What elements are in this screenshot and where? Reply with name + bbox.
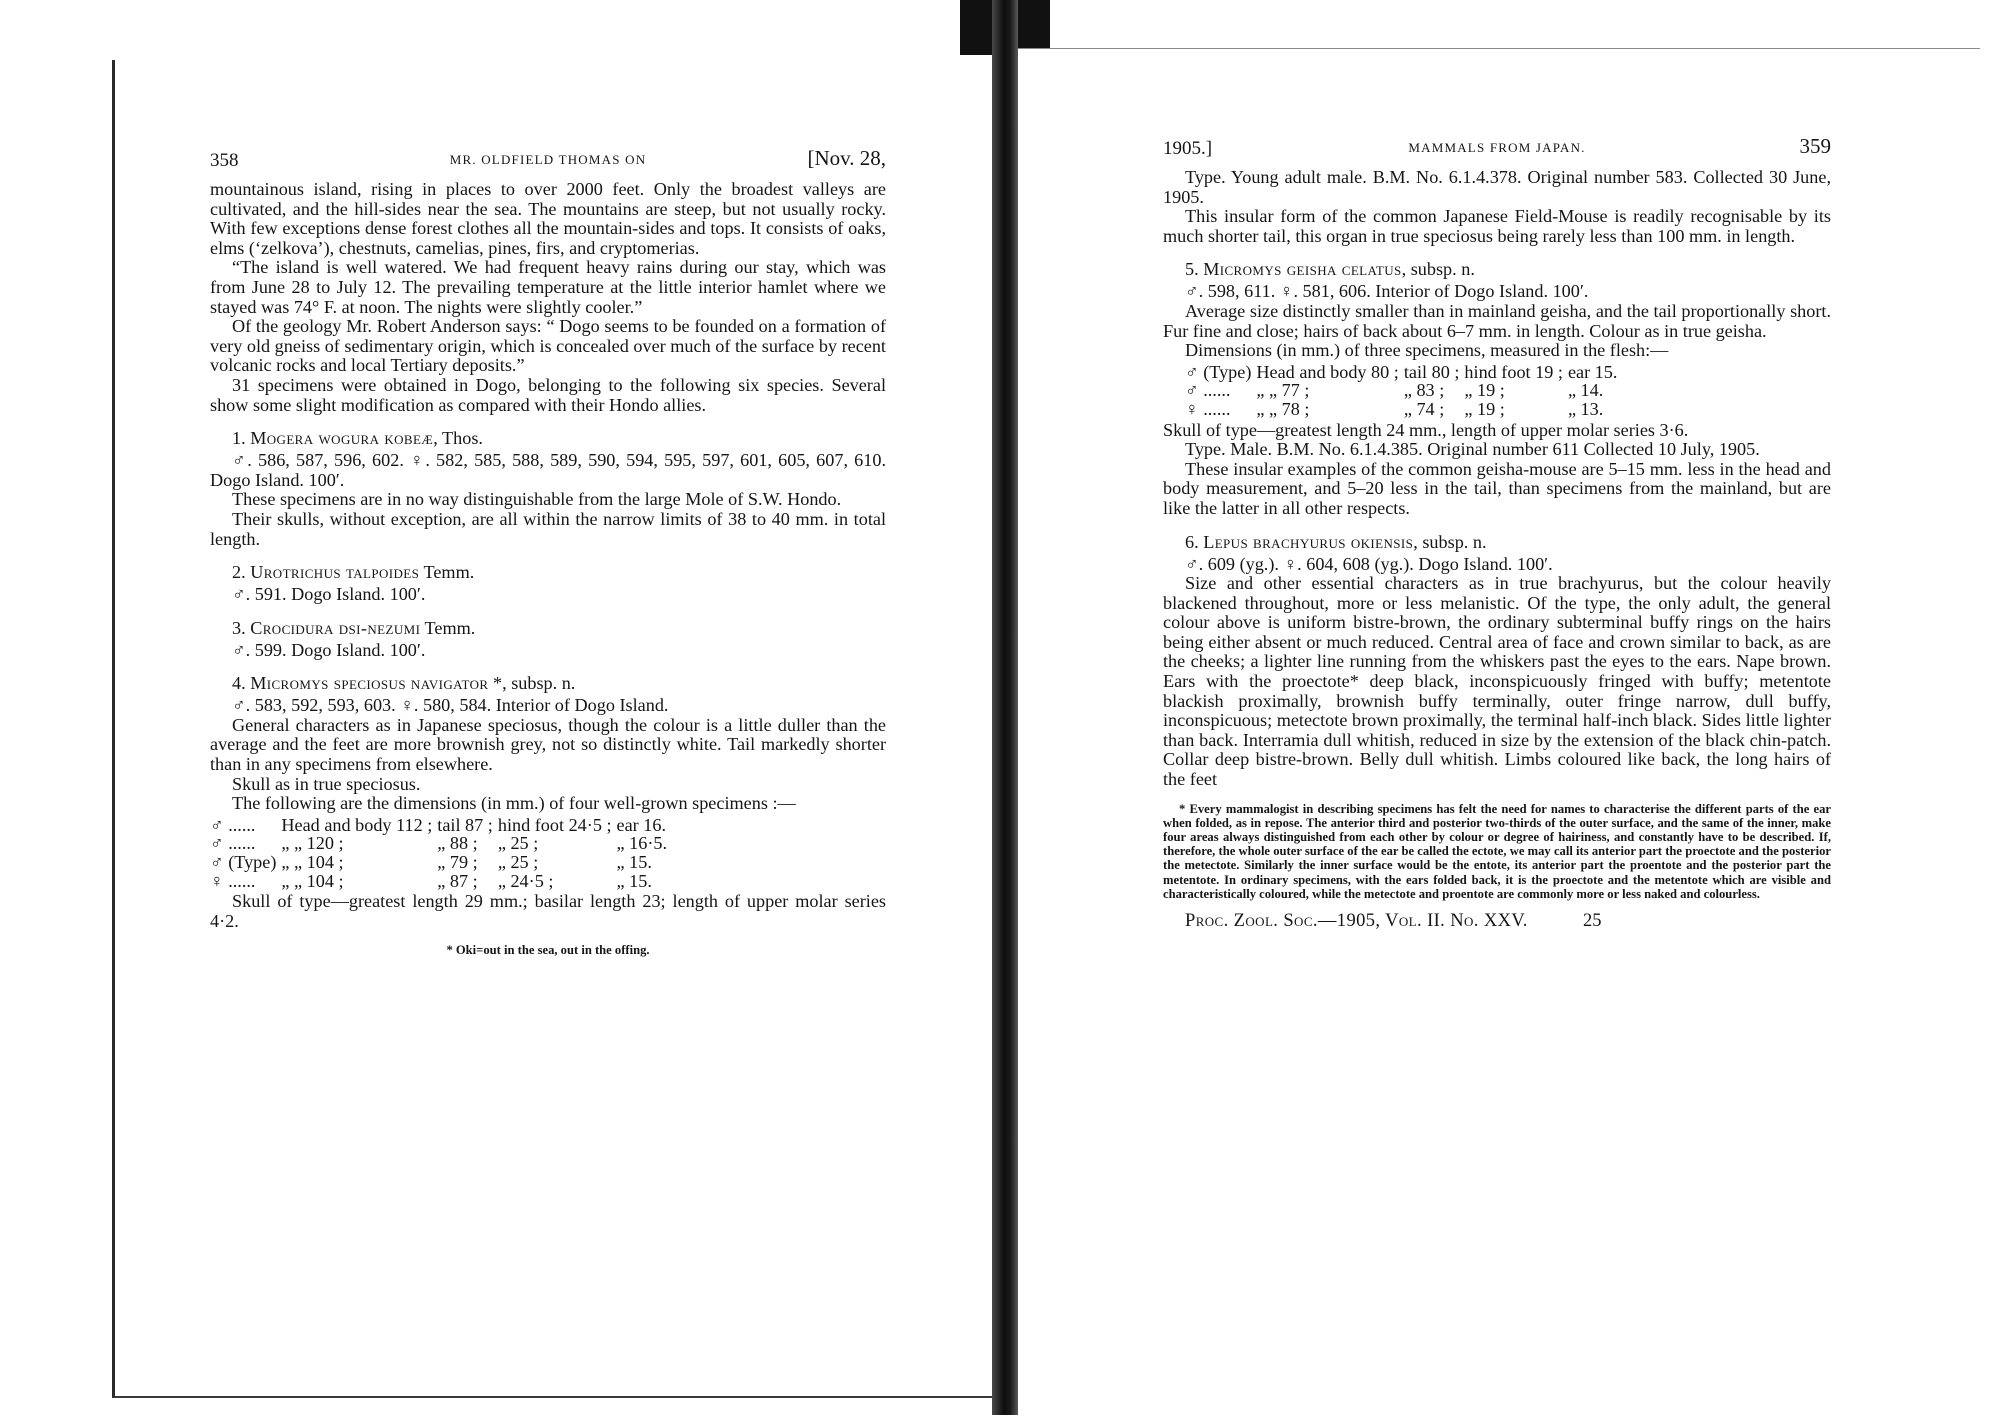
table-cell: „ 83 ;: [1403, 380, 1445, 401]
paragraph: Average size distinctly smaller than in mainland geisha, and the tail proportionally short. Fur fine and close; hairs of back about 6–7 mm. in length. Colour as in true geisha.: [1163, 300, 1831, 341]
signature-line: [1163, 911, 1831, 935]
specimen-list: ♂. 609 (yg.). ♀. 604, 608 (yg.). Dogo Island. 100′.: [1185, 553, 1553, 574]
table-cell: „ 74 ;: [1403, 398, 1445, 419]
species-author: , Thos.: [433, 428, 483, 449]
table-cell: Head and body 112 ;: [281, 814, 433, 835]
species-author: Temm.: [420, 617, 476, 638]
species-heading: [232, 618, 886, 638]
specimen-list: ♂. 591. Dogo Island. 100′.: [232, 584, 426, 605]
right-page-text: [1163, 134, 1831, 935]
running-title: MAMMALS FROM JAPAN.: [1408, 140, 1586, 155]
table-cell: „ 24·5 ;: [497, 870, 554, 891]
species-number: 4.: [232, 673, 246, 694]
species-heading: [232, 428, 886, 448]
paragraph: General characters as in Japanese speciosus, though the colour is a little duller than the average and the feet are more brownish grey, not so distinctly white. Tail markedly shorter than in any specimens from elsewhere.: [210, 714, 886, 775]
paragraph: Skull of type—greatest length 24 mm., length of upper molar series 3·6.: [1163, 419, 1689, 440]
table-cell: „ „ 77 ;: [1256, 380, 1310, 401]
paragraph: Dimensions (in mm.) of three specimens, measured in the flesh:—: [1185, 340, 1669, 361]
paragraph: Type. Male. B.M. No. 6.1.4.385. Original number 611 Collected 10 July, 1905.: [1185, 439, 1760, 460]
species-author: *, subsp. n.: [488, 673, 576, 694]
table-cell: „ 15.: [616, 852, 652, 873]
species-number: 2.: [232, 562, 246, 583]
species-number: 1.: [232, 428, 246, 449]
table-cell: „ 13.: [1567, 398, 1604, 419]
signature-number: 25: [1583, 911, 1602, 932]
left-page-text: [210, 146, 886, 958]
footnote: * Every mammalogist in describing specimens has felt the need for names to characterise the different parts of the ear when folded, as in repose. The anterior third and posterior two-thirds of the outer surface, and the same of the inner, make four areas always distinguished from each other by colour or degree of hairiness, and constantly have to be described. If, therefore, the whole outer surface of the ear be called the ectote, we may call its anterior part the proectote and the posterior the metectote. Similarly the inner surface would be the entote, its anterior part the proentote and the posterior part the metentote. In ordinary specimens, with the ears folded back, it is the proectote and the metentote which are visible and characteristically coloured, while the metectote and proentote are commonly more or less naked and colourless.: [1163, 801, 1831, 901]
paragraph: mountainous island, rising in places to over 2000 feet. Only the broadest valleys are cultivated, and the hill-sides near the sea. The mountains are steep, but not usually rocky. With few exceptions dense forest clothes all the mountain-sides and tops. It consists of oaks, elms (‘zelkova’), chestnuts, camelias, pines, firs, and cryptomerias.: [210, 179, 886, 258]
specimen-list: ♂. 583, 592, 593, 603. ♀. 580, 584. Interior of Dogo Island.: [232, 695, 669, 716]
dimensions-table: [210, 816, 672, 890]
table-cell: „ 25 ;: [497, 852, 539, 873]
paragraph: These specimens are in no way distinguishable from the large Mole of S.W. Hondo.: [232, 489, 842, 510]
table-cell: „ 14.: [1567, 380, 1604, 401]
book-gutter: [992, 0, 1018, 1415]
table-row: [210, 872, 672, 891]
table-cell: „ 87 ;: [437, 870, 478, 891]
species-name: Micromys speciosus navigator: [250, 673, 489, 694]
paragraph: This insular form of the common Japanese Field-Mouse is readily recognisable by its much shorter tail, this organ in true speciosus being rarely less than 100 mm. in length.: [1163, 206, 1831, 246]
table-cell: ♂ ......: [210, 833, 256, 854]
table-cell: „ „ 104 ;: [281, 870, 344, 891]
running-date: 1905.]: [1163, 138, 1213, 159]
species-heading: [1185, 532, 1831, 552]
species-heading: [232, 562, 886, 582]
species-name: Urotrichus talpoides: [250, 562, 420, 583]
table-row: [210, 853, 672, 872]
species-heading: [232, 673, 886, 693]
table-cell: ♂ (Type): [210, 852, 277, 873]
right-running-head: [1163, 134, 1831, 164]
table-row: [210, 834, 672, 853]
table-cell: „ 25 ;: [497, 833, 539, 854]
table-row: [1185, 400, 1622, 419]
paragraph: Size and other essential characters as in true brachyurus, but the colour heavily blackened throughout, more or less melanistic. Of the type, the only adult, the general colour above is uniform bistre-brown, the ordinary subterminal buffy rings on the hairs being either absent or much reduced. Central area of face and crown similar to back, as are the cheeks; a lighter line running from the whiskers past the eyes to the ears. Nape brown. Ears with the proectote* deep black, inconspicuously fringed with buffy; metentote blackish proximally, brownish buffy terminally, outer fringe narrow, dull buffy, inconspicuous; metectote brown proximally, the terminal half-inch black. Sides little lighter than back. Interramia dull whitish, reduced in size by the extension of the black chin-patch. Collar deep bistre-brown. Belly dull whitish. Limbs coloured like back, the long hairs of the feet: [1163, 573, 1831, 790]
paragraph: 31 specimens were obtained in Dogo, belonging to the following six species. Several show some slight modification as compared with their Hondo allies.: [210, 374, 886, 415]
dimensions-table: [1185, 363, 1622, 419]
table-row: [1185, 363, 1622, 382]
paragraph: Of the geology Mr. Robert Anderson says: “ Dogo seems to be founded on a formation of very old gneiss of sedimentary origin, which is concealed over much of the surface by recent volcanic rocks and local Tertiary deposits.”: [210, 316, 886, 376]
table-row: [1185, 381, 1622, 400]
page-number: 359: [1799, 134, 1831, 158]
table-cell: „ 88 ;: [437, 833, 478, 854]
table-cell: „ 15.: [616, 870, 652, 891]
table-cell: ♂ ......: [210, 814, 256, 835]
table-cell: „ 16·5.: [616, 833, 668, 854]
specimen-list: ♂. 599. Dogo Island. 100′.: [232, 639, 426, 660]
species-name: Lepus brachyurus okiensis: [1203, 531, 1414, 552]
table-cell: ♀ ......: [210, 870, 256, 891]
footnote: * Oki=out in the sea, out in the offing.: [446, 943, 650, 958]
species-name: Micromys geisha celatus: [1203, 259, 1402, 280]
species-author: , subsp. n.: [1401, 259, 1475, 280]
table-cell: „ „ 78 ;: [1256, 398, 1310, 419]
table-cell: „ 19 ;: [1464, 380, 1505, 401]
table-cell: tail 80 ;: [1403, 361, 1460, 382]
table-cell: ear 15.: [1567, 361, 1618, 382]
table-cell: hind foot 24·5 ;: [497, 814, 612, 835]
paragraph: Their skulls, without exception, are all within the narrow limits of 38 to 40 mm. in total length.: [210, 508, 886, 549]
species-name: Mogera wogura kobeæ: [250, 428, 434, 449]
table-cell: ♀ ......: [1185, 398, 1231, 419]
table-cell: Head and body 80 ;: [1256, 361, 1399, 382]
table-cell: „ „ 104 ;: [281, 852, 344, 873]
species-number: 6.: [1185, 531, 1199, 552]
left-running-head: [210, 146, 886, 176]
table-cell: hind foot 19 ;: [1464, 361, 1563, 382]
table-cell: „ „ 120 ;: [281, 833, 344, 854]
journal-citation: Proc. Zool. Soc.—1905, Vol. II. No. XXV.: [1185, 911, 1528, 932]
running-title: MR. OLDFIELD THOMAS ON: [449, 152, 647, 167]
table-cell: „ 79 ;: [437, 852, 478, 873]
species-number: 3.: [232, 617, 246, 638]
table-cell: ♂ ......: [1185, 380, 1231, 401]
species-number: 5.: [1185, 259, 1199, 280]
paragraph: “The island is well watered. We had frequent heavy rains during our stay, which was from June 28 to July 12. The prevailing temperature at the little interior hamlet where we stayed was 74° F. at noon. The nights were slightly cooler.”: [210, 257, 886, 317]
table-cell: ear 16.: [616, 814, 666, 835]
table-cell: tail 87 ;: [437, 814, 493, 835]
species-heading: [1185, 259, 1831, 279]
table-row: [210, 816, 672, 835]
table-cell: ♂ (Type): [1185, 361, 1252, 382]
specimen-list: ♂. 586, 587, 596, 602. ♀. 582, 585, 588, 589, 590, 594, 595, 597, 601, 605, 607, 610. Dogo Island. 100′.: [210, 450, 886, 490]
paragraph: Skull of type—greatest length 29 mm.; basilar length 23; length of upper molar series 4·2.: [210, 891, 886, 931]
running-date: [Nov. 28,: [807, 146, 886, 170]
paragraph: These insular examples of the common geisha-mouse are 5–15 mm. less in the head and body measurement, and 5–20 less in the tail, than specimens from the mainland, but are like the latter in all other respects.: [1163, 458, 1831, 518]
species-author: Temm.: [419, 562, 475, 583]
specimen-list: ♂. 598, 611. ♀. 581, 606. Interior of Dogo Island. 100′.: [1185, 281, 1589, 302]
page-number: 358: [210, 150, 239, 171]
species-name: Crocidura dsi-nezumi: [250, 617, 421, 638]
species-author: , subsp. n.: [1413, 531, 1487, 552]
paragraph: The following are the dimensions (in mm.) of four well-grown specimens :—: [232, 793, 796, 814]
paragraph: Skull as in true speciosus.: [232, 773, 421, 794]
paragraph: Type. Young adult male. B.M. No. 6.1.4.378. Original number 583. Collected 30 June, 1905.: [1163, 167, 1831, 207]
table-cell: „ 19 ;: [1464, 398, 1505, 419]
